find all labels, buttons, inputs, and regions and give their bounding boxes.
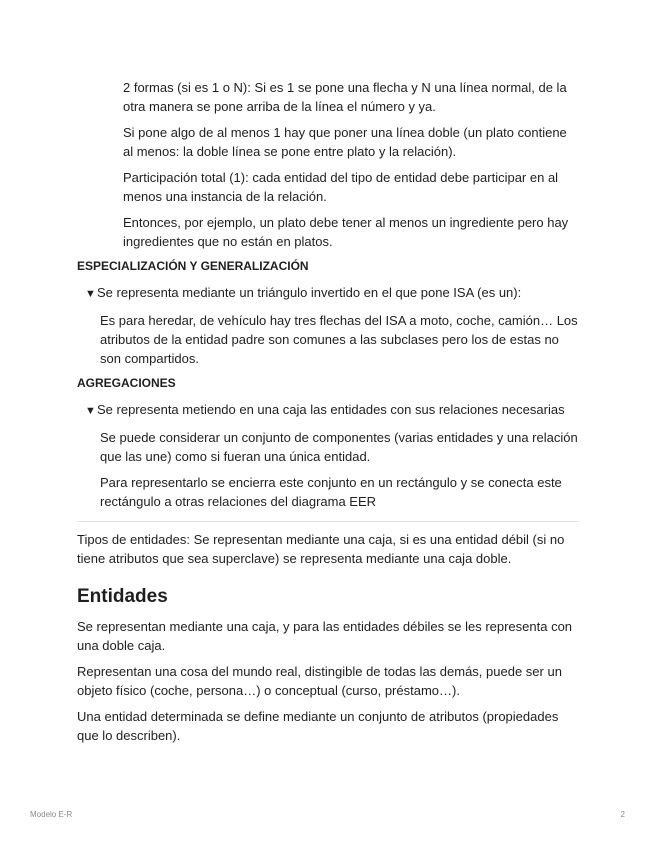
toggle-agregaciones[interactable] [77,400,579,421]
footer-page-number: 2 [620,810,625,819]
paragraph-tipos-entidades: Tipos de entidades: Se representan mediante una caja, si es una entidad débil (si no tiene atributos que sea superclave) se representa mediante una caja doble. [77,532,565,566]
paragraph-double-line: Si pone algo de al menos 1 hay que poner una línea doble (un plato contiene al menos: la doble línea se pone entre plato y la relación). [123,125,567,159]
page-content [77,78,579,752]
paragraph-agregaciones-detail-2: Para representarlo se encierra este conjunto en un rectángulo y se conecta este rectángulo a otras relaciones del diagrama EER [100,475,562,509]
divider [77,521,579,522]
heading-especializacion: ESPECIALIZACIÓN Y GENERALIZACIÓN [77,259,309,273]
paragraph-especializacion-detail: Es para heredar, de vehículo hay tres flechas del ISA a moto, coche, camión… Los atributos de la entidad padre son comunes a las subclases pero los de estas no son compartidos. [100,313,578,366]
triangle-down-icon[interactable]: ▼ [85,288,96,300]
paragraph-entidades-2: Representan una cosa del mundo real, distingible de todas las demás, puede ser un objeto físico (coche, persona…) o conceptual (curso, préstamo…). [77,664,562,698]
paragraph-entidades-1: Se representan mediante una caja, y para las entidades débiles se les representa con una doble caja. [77,619,573,653]
footer-document-title: Modelo E-R [30,810,73,819]
toggle-especializacion[interactable] [77,283,579,304]
toggle-especializacion-text: Se representa mediante un triángulo invertido en el que pone ISA (es un): [97,285,522,300]
toggle-agregaciones-text: Se representa metiendo en una caja las entidades con sus relaciones necesarias [97,402,565,417]
paragraph-example: Entonces, por ejemplo, un plato debe tener al menos un ingrediente pero hay ingredientes que no están en platos. [123,215,569,249]
paragraph-cardinality-forms: 2 formas (si es 1 o N): Si es 1 se pone una flecha y N una línea normal, de la otra manera se pone arriba de la línea el número y ya. [123,80,567,114]
paragraph-agregaciones-detail-1: Se puede considerar un conjunto de componentes (varias entidades y una relación que las une) como si fueran una única entidad. [100,430,578,464]
triangle-down-icon[interactable]: ▼ [85,405,96,417]
heading-agregaciones: AGREGACIONES [77,376,176,390]
paragraph-entidades-3: Una entidad determinada se define mediante un conjunto de atributos (propiedades que lo describen). [77,709,559,743]
paragraph-total-participation: Participación total (1): cada entidad del tipo de entidad debe participar en al menos una instancia de la relación. [123,170,559,204]
heading-entidades: Entidades [77,586,168,607]
